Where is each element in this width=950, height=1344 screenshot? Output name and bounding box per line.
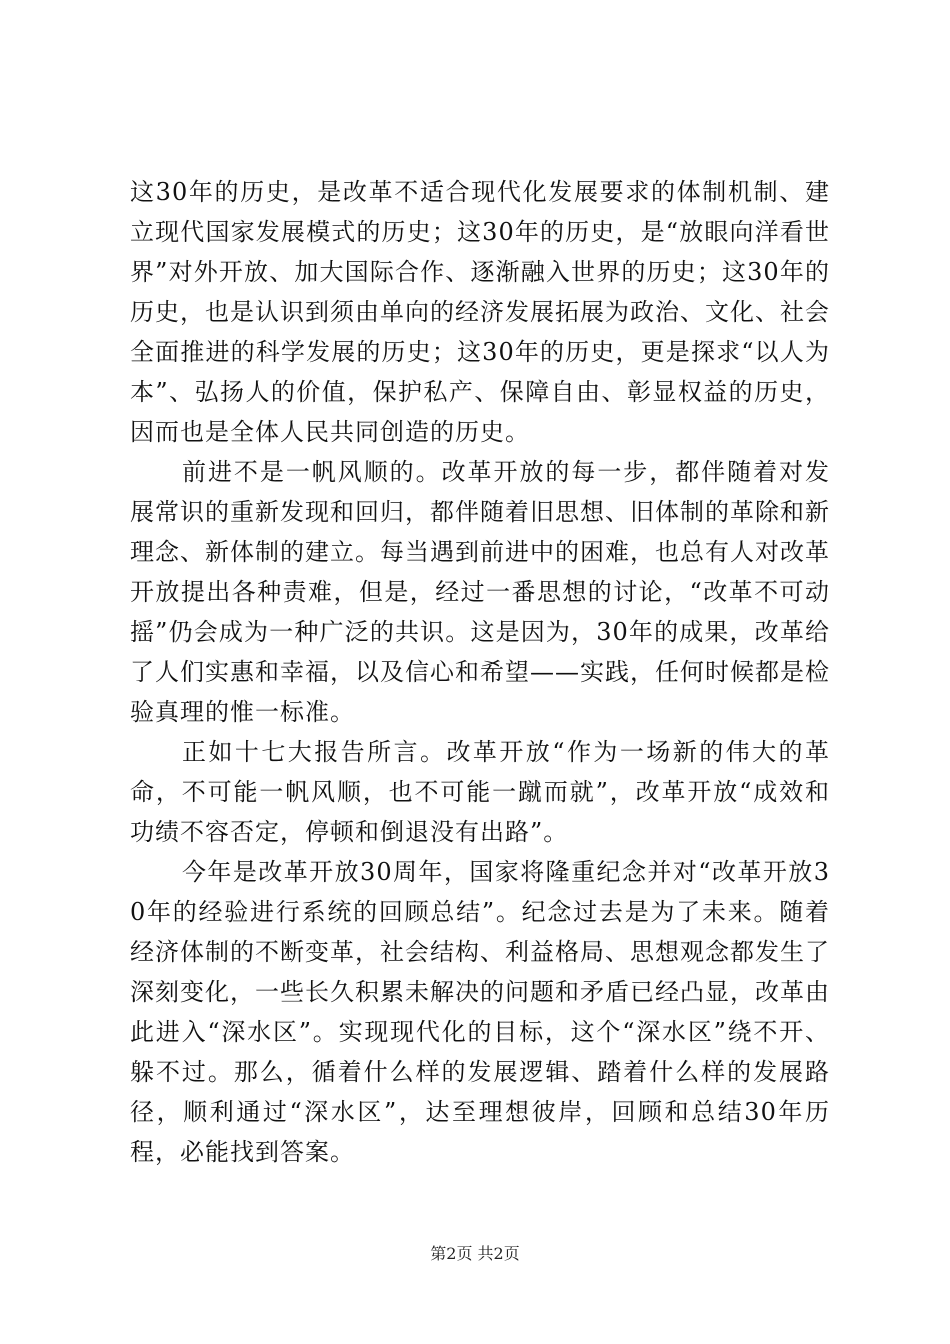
page-footer: 第2页 共2页: [430, 1244, 520, 1263]
paragraph-continued: 这30年的历史，是改革不适合现代化发展要求的体制机制、建立现代国家发展模式的历史；这30年的历史，是“放眼向洋看世界”对外开放、加大国际合作、逐渐融入世界的历史；这30年的历史，也是认识到须由单向的经济发展拓展为政治、文化、社会全面推进的科学发展的历史；这30年的历史，更是探求“以人为本”、弘扬人的价值，保护私产、保障自由、彰显权益的历史，因而也是全体人民共同创造的历史。: [130, 178, 830, 446]
document-body: [130, 172, 830, 1172]
paragraph: 正如十七大报告所言。改革开放“作为一场新的伟大的革命，不可能一帆风顺，也不可能一蹴而就”，改革开放“成效和功绩不容否定，停顿和倒退没有出路”。: [130, 738, 830, 846]
paragraph: 今年是改革开放30周年，国家将隆重纪念并对“改革开放30年的经验进行系统的回顾总结”。纪念过去是为了未来。随着经济体制的不断变革，社会结构、利益格局、思想观念都发生了深刻变化，一些长久积累未解决的问题和矛盾已经凸显，改革由此进入“深水区”。实现现代化的目标，这个“深水区”绕不开、躲不过。那么，循着什么样的发展逻辑、踏着什么样的发展路径，顺利通过“深水区”，达至理想彼岸，回顾和总结30年历程，必能找到答案。: [130, 858, 830, 1166]
paragraph: 前进不是一帆风顺的。改革开放的每一步，都伴随着对发展常识的重新发现和回归，都伴随着旧思想、旧体制的革除和新理念、新体制的建立。每当遇到前进中的困难，也总有人对改革开放提出各种责难，但是，经过一番思想的讨论，“改革不可动摇”仍会成为一种广泛的共识。这是因为，30年的成果，改革给了人们实惠和幸福，以及信心和希望——实践，任何时候都是检验真理的惟一标准。: [130, 458, 830, 726]
